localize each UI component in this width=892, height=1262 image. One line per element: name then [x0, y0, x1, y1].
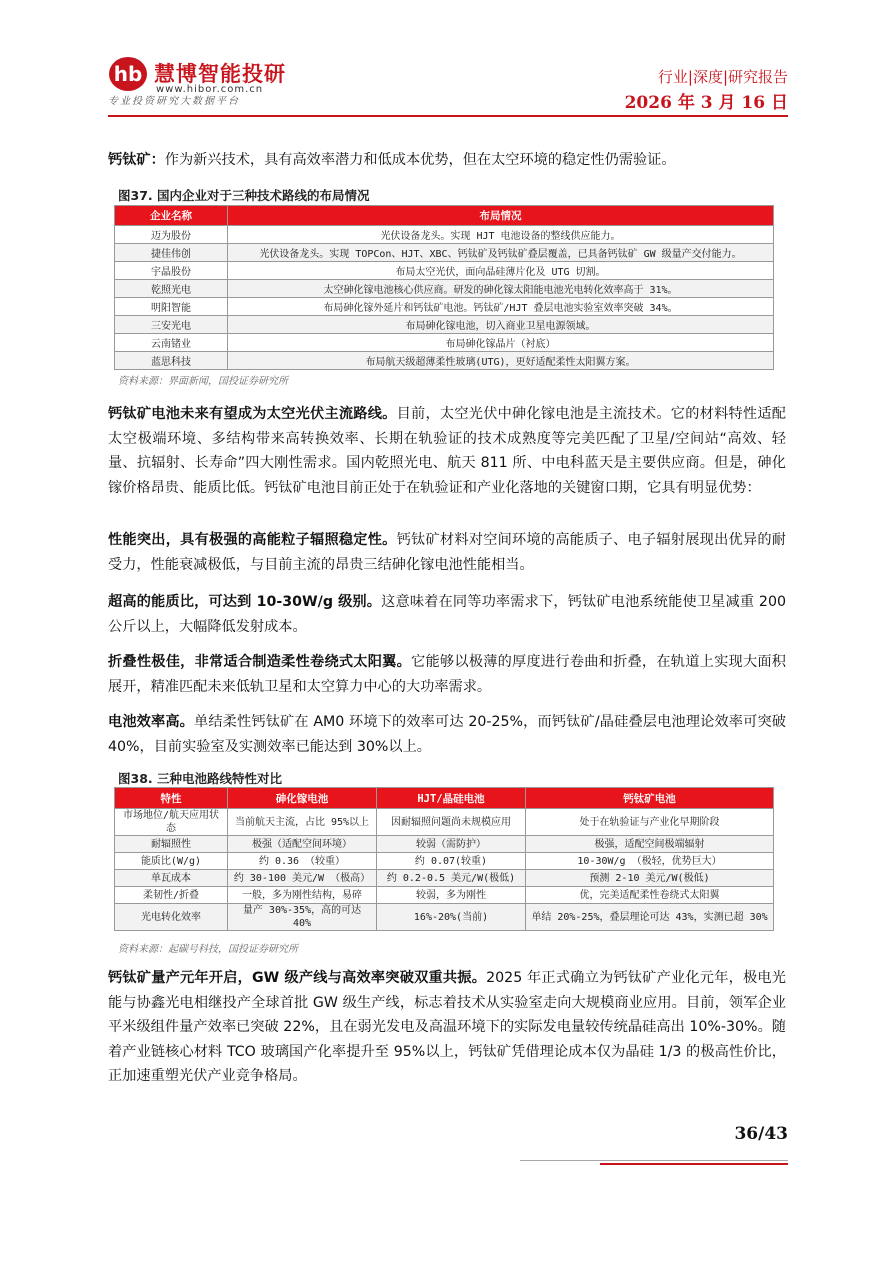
hibor-logo-icon — [108, 54, 148, 94]
gaas-cell: 当前航天主流，占比 95%以上 — [228, 809, 377, 836]
footer-divider — [520, 1160, 788, 1161]
layout-cell: 布局砷化镓电池，切入商业卫星电源领域。 — [228, 316, 774, 334]
perovskite-cell: 极强，适配空间极端辐射 — [526, 836, 774, 853]
footer-accent-divider — [600, 1163, 788, 1165]
perovskite-cell: 单结 20%-25%，叠层理论可达 43%，实测已超 30% — [526, 904, 774, 931]
perovskite-cell: 10-30W/g （极轻，优势巨大） — [526, 853, 774, 870]
header-divider — [108, 115, 788, 117]
table-row — [115, 809, 774, 836]
hjt-cell: 16%-20%(当前) — [377, 904, 526, 931]
gaas-cell: 一般，多为刚性结构，易碎 — [228, 887, 377, 904]
company-cell: 捷佳伟创 — [115, 244, 228, 262]
hjt-cell: 较弱，多为刚性 — [377, 887, 526, 904]
layout-cell: 太空砷化镓电池核心供应商。研发的砷化镓太阳能电池光电转化效率高于 31%。 — [228, 280, 774, 298]
table-row — [115, 244, 774, 262]
company-cell: 云南锗业 — [115, 334, 228, 352]
table-row — [115, 298, 774, 316]
table-row — [115, 870, 774, 887]
paragraph-lead: 性能突出，具有极强的高能粒子辐照稳定性。 — [108, 532, 397, 548]
feature-cell: 耐辐照性 — [115, 836, 228, 853]
figure38-source: 资料来源：起碳号科技，国投证券研究所 — [118, 944, 298, 955]
table-header-cell: 企业名称 — [115, 206, 228, 226]
paragraph-body: 单结柔性钙钛矿在 AM0 环境下的效率可达 20-25%，而钙钛矿/晶硅叠层电池理论效率可突破 40%，目前实验室及实测效率已能达到 30%以上。 — [108, 714, 786, 755]
table-header-row — [115, 206, 774, 226]
layout-cell: 光伏设备龙头。实现 HJT 电池设备的整线供应能力。 — [228, 226, 774, 244]
table-header-cell: 特性 — [115, 788, 228, 809]
report-date: 2026 年 3 月 16 日 — [624, 93, 788, 113]
figure37-title: 图37. 国内企业对于三种技术路线的布局情况 — [118, 188, 370, 203]
company-cell: 明阳智能 — [115, 298, 228, 316]
layout-cell: 布局太空光伏，面向晶硅薄片化及 UTG 切割。 — [228, 262, 774, 280]
paragraph-efficiency — [108, 710, 786, 759]
gaas-cell: 约 0.36 （较重） — [228, 853, 377, 870]
paragraph-lead: 折叠性极佳，非常适合制造柔性卷绕式太阳翼。 — [108, 654, 412, 670]
table-row — [115, 836, 774, 853]
perovskite-cell: 优，完美适配柔性卷绕式太阳翼 — [526, 887, 774, 904]
figure38-table — [114, 787, 774, 931]
table-row — [115, 853, 774, 870]
paragraph-lead: 钙钛矿量产元年开启，GW 级产线与高效率突破双重共振。 — [108, 970, 487, 986]
table-header-row — [115, 788, 774, 809]
figure37-table — [114, 205, 774, 370]
paragraph-body: 2025 年正式确立为钙钛矿产业化元年，极电光能与协鑫光电相继投产全球首批 GW 级生产线，标志着技术从实验室走向大规模商业应用。目前，领军企业平米级组件量产效率已突破 22%，且在弱光发电及高温环境下的实际发电量较传统晶硅高出 10%-30%。随着产业链核心材料 TCO 玻璃国产化率提升至 95%以上，钙钛矿凭借理论成本仅为晶硅 1/3 的极高性价比，正加速重塑光伏产业竞争格局。 — [108, 970, 786, 1084]
feature-cell: 单瓦成本 — [115, 870, 228, 887]
paragraph-radiation — [108, 528, 786, 577]
intro-paragraph — [108, 148, 786, 173]
paragraph-body: 它能够以极薄的厚度进行卷曲和折叠，在轨道上实现大面积展开，精准匹配未来低轨卫星和太空算力中心的大功率需求。 — [108, 654, 786, 695]
table-row — [115, 226, 774, 244]
intro-label: 钙钛矿： — [108, 152, 165, 168]
feature-cell: 能质比(W/g) — [115, 853, 228, 870]
perovskite-cell: 处于在轨验证与产业化早期阶段 — [526, 809, 774, 836]
intro-text: 作为新兴技术，具有高效率潜力和低成本优势，但在太空环境的稳定性仍需验证。 — [164, 152, 676, 168]
paragraph-body: 这意味着在同等功率需求下，钙钛矿电池系统能使卫星减重 200 公斤以上，大幅降低发射成本。 — [108, 594, 786, 635]
gaas-cell: 约 30-100 美元/W （极高） — [228, 870, 377, 887]
layout-cell: 布局砷化镓外延片和钙钛矿电池。钙钛矿/HJT 叠层电池实验室效率突破 34%。 — [228, 298, 774, 316]
perovskite-cell: 预测 2-10 美元/W(极低) — [526, 870, 774, 887]
logo-url: www.hibor.com.cn — [156, 84, 264, 95]
gaas-cell: 极强（适配空间环境） — [228, 836, 377, 853]
table-row — [115, 887, 774, 904]
paragraph-lead: 超高的能质比，可达到 10-30W/g 级别。 — [108, 594, 382, 610]
hjt-cell: 约 0.2-0.5 美元/W(极低) — [377, 870, 526, 887]
figure38-title: 图38. 三种电池路线特性对比 — [118, 771, 282, 786]
feature-cell: 光电转化效率 — [115, 904, 228, 931]
table-row — [115, 352, 774, 370]
table-row — [115, 262, 774, 280]
table-header-cell: 砷化镓电池 — [228, 788, 377, 809]
company-cell: 迈为股份 — [115, 226, 228, 244]
table-header-cell: 钙钛矿电池 — [526, 788, 774, 809]
gaas-cell: 量产 30%-35%，高的可达 40% — [228, 904, 377, 931]
layout-cell: 布局航天级超薄柔性玻璃(UTG)，更好适配柔性太阳翼方案。 — [228, 352, 774, 370]
table-row — [115, 334, 774, 352]
svg-text:hb: hb — [113, 62, 143, 86]
hjt-cell: 约 0.07(较重) — [377, 853, 526, 870]
logo-slogan: 专业投资研究大数据平台 — [108, 96, 240, 107]
feature-cell: 市场地位/航天应用状态 — [115, 809, 228, 836]
company-cell: 乾照光电 — [115, 280, 228, 298]
table-row — [115, 904, 774, 931]
paragraph-main-route — [108, 402, 786, 500]
table-row — [115, 316, 774, 334]
paragraph-lead: 钙钛矿电池未来有望成为太空光伏主流路线。 — [108, 406, 397, 422]
paragraph-foldability — [108, 650, 786, 699]
layout-cell: 布局砷化镓晶片（衬底） — [228, 334, 774, 352]
paragraph-body: 目前，太空光伏中砷化镓电池是主流技术。它的材料特性适配太空极端环境、多结构带来高转换效率、长期在轨验证的技术成熟度等完美匹配了卫星/空间站“高效、轻量、抗辐射、长寿命”四大刚性需求。国内乾照光电、航天 811 所、中电科蓝天是主要供应商。但是，砷化镓价格昂贵、能质比低。钙钛矿电池目前正处于在轨验证和产业化落地的关键窗口期，它具有明显优势： — [108, 406, 786, 496]
paragraph-power-mass — [108, 590, 786, 639]
page-number: 36/43 — [734, 1124, 788, 1144]
table-header-cell: HJT/晶硅电池 — [377, 788, 526, 809]
paragraph-body: 钙钛矿材料对空间环境的高能质子、电子辐射展现出优异的耐受力，性能衰减极低，与目前主流的昂贵三结砷化镓电池性能相当。 — [108, 532, 786, 573]
feature-cell: 柔韧性/折叠 — [115, 887, 228, 904]
paragraph-lead: 电池效率高。 — [108, 714, 195, 730]
figure37-source: 资料来源：界面新闻，国投证券研究所 — [118, 376, 288, 387]
company-cell: 三安光电 — [115, 316, 228, 334]
table-header-cell: 布局情况 — [228, 206, 774, 226]
company-cell: 宇晶股份 — [115, 262, 228, 280]
layout-cell: 光伏设备龙头。实现 TOPCon、HJT、XBC、钙钛矿及钙钛矿叠层覆盖，已具备钙钛矿 GW 级量产交付能力。 — [228, 244, 774, 262]
company-cell: 蓝思科技 — [115, 352, 228, 370]
logo-name: 慧博智能投研 — [154, 62, 286, 86]
hjt-cell: 因耐辐照问题尚未规模应用 — [377, 809, 526, 836]
report-type: 行业|深度|研究报告 — [657, 68, 788, 86]
paragraph-mass-production — [108, 966, 786, 1089]
table-row — [115, 280, 774, 298]
hjt-cell: 较弱（需防护） — [377, 836, 526, 853]
